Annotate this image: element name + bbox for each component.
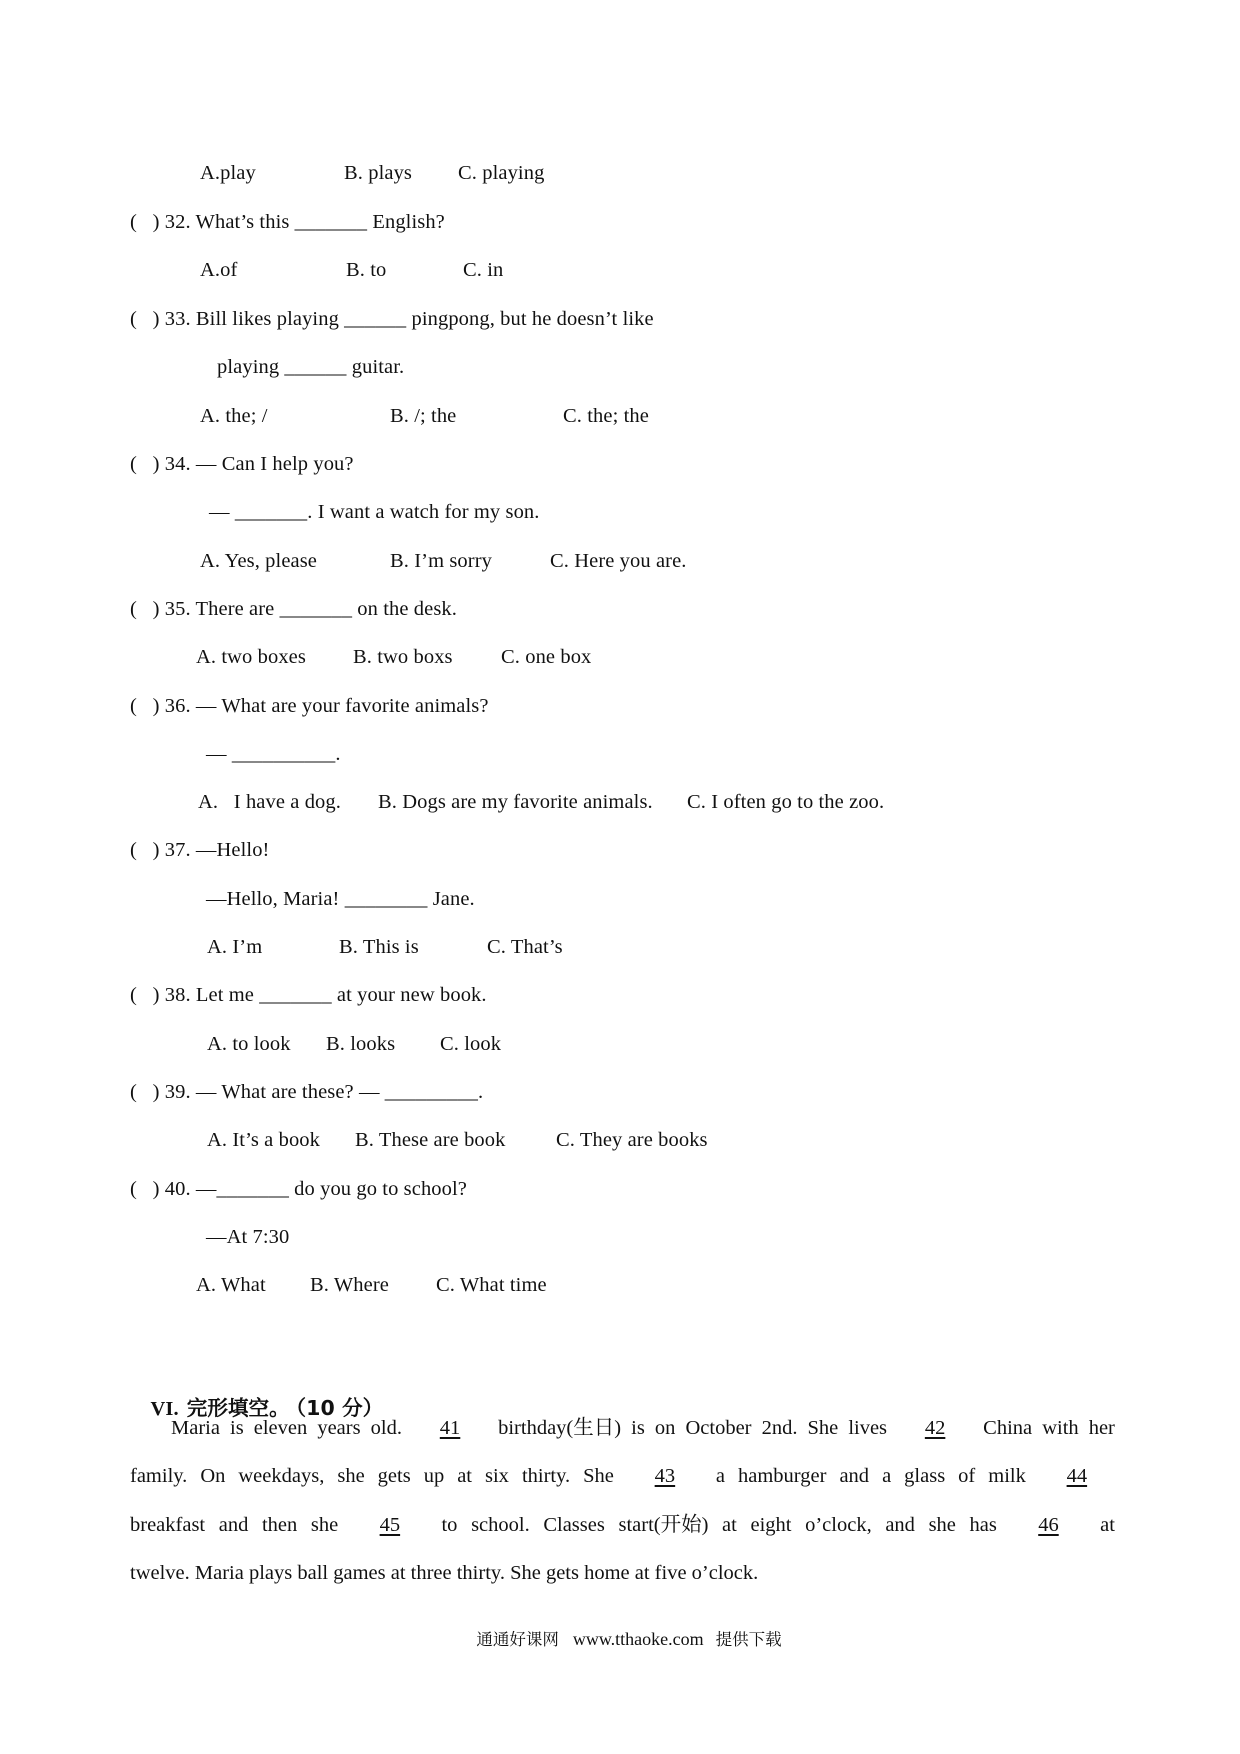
passage-word: old. — [370, 1417, 402, 1439]
q40-option-a: A. What — [196, 1274, 266, 1296]
q36-option-b: B. Dogs are my favorite animals. — [378, 791, 653, 813]
passage-word: and — [218, 1514, 249, 1536]
q33-option-c: C. the; the — [563, 405, 649, 427]
passage-word: start(开始) — [618, 1514, 709, 1536]
passage-word: on — [654, 1417, 676, 1439]
passage-word: October — [685, 1417, 752, 1439]
q35-stem: ( ) 35. There are _______ on the desk. — [130, 598, 457, 620]
q33-stem: ( ) 33. Bill likes playing ______ pingpong, but he doesn’t like — [130, 308, 654, 330]
passage-word: her — [1088, 1417, 1115, 1439]
q36-option-a: A. I have a dog. — [198, 791, 341, 813]
q34-reply: — _______. I want a watch for my son. — [209, 501, 540, 523]
passage-line-2 — [130, 1462, 1115, 1490]
q39-option-b: B. These are book — [355, 1129, 506, 1151]
passage-word: school. — [471, 1514, 530, 1536]
q39-option-a: A. It’s a book — [207, 1129, 320, 1151]
passage-word: she — [310, 1514, 339, 1536]
passage-word: at — [722, 1514, 737, 1536]
passage-word: family. — [130, 1465, 188, 1487]
passage-word: o’clock, — [805, 1514, 872, 1536]
q31-option-c: C. playing — [458, 162, 545, 184]
passage-word: weekdays, — [238, 1465, 325, 1487]
cloze-blank-45: 45 — [379, 1514, 401, 1536]
q37-option-b: B. This is — [339, 936, 419, 958]
passage-word: a — [882, 1465, 892, 1487]
q32-stem: ( ) 32. What’s this _______ English? — [130, 211, 445, 233]
q34-stem: ( ) 34. — Can I help you? — [130, 453, 354, 475]
passage-word: eleven — [253, 1417, 308, 1439]
page-footer — [0, 1600, 1240, 1679]
q39-option-c: C. They are books — [556, 1129, 708, 1151]
q39-stem: ( ) 39. — What are these? — _________. — [130, 1081, 484, 1103]
q40-stem: ( ) 40. —_______ do you go to school? — [130, 1178, 467, 1200]
q38-option-a: A. to look — [207, 1033, 291, 1055]
q34-option-c: C. Here you are. — [550, 550, 687, 572]
passage-word: Classes — [543, 1514, 605, 1536]
section-6-number: VI. — [150, 1398, 179, 1420]
q33-option-a: A. the; / — [200, 405, 268, 427]
q38-option-b: B. looks — [326, 1033, 396, 1055]
q33-option-b: B. /; the — [390, 405, 457, 427]
passage-word: China — [983, 1417, 1033, 1439]
passage-word: hamburger — [738, 1465, 827, 1487]
passage-word: to — [441, 1514, 458, 1536]
passage-word: with — [1042, 1417, 1079, 1439]
passage-line-1 — [171, 1414, 1115, 1442]
passage-word: years — [317, 1417, 361, 1439]
q34-option-b: B. I’m sorry — [390, 550, 492, 572]
passage-word: at — [1100, 1514, 1115, 1536]
passage-word: and — [839, 1465, 870, 1487]
q33-stem-cont: playing ______ guitar. — [217, 356, 405, 378]
cloze-blank-42: 42 — [924, 1417, 946, 1439]
q32-option-b: B. to — [346, 259, 387, 281]
passage-word: lives — [848, 1417, 888, 1439]
footer-url: www.tthaoke.com — [572, 1629, 704, 1649]
passage-word: She — [583, 1465, 614, 1487]
passage-word: then — [261, 1514, 298, 1536]
footer-provide: 提供下载 — [715, 1630, 782, 1649]
q35-option-b: B. two boxs — [353, 646, 453, 668]
passage-word: and — [885, 1514, 915, 1536]
passage-line-4-text: twelve. Maria plays ball games at three thirty. She gets home at five o’clock. — [130, 1562, 759, 1584]
passage-word: at — [457, 1465, 472, 1487]
q31-option-b: B. plays — [344, 162, 412, 184]
cloze-blank-46: 46 — [1038, 1514, 1059, 1536]
q32-option-a: A.of — [200, 259, 238, 281]
q37-stem: ( ) 37. —Hello! — [130, 839, 270, 861]
passage-word: thirty. — [521, 1465, 571, 1487]
q37-option-c: C. That’s — [487, 936, 563, 958]
passage-word: She — [807, 1417, 839, 1439]
cloze-blank-43: 43 — [654, 1465, 676, 1487]
passage-word: On — [200, 1465, 226, 1487]
footer-site-name: 通通好课网 — [476, 1630, 559, 1649]
q37-reply: —Hello, Maria! ________ Jane. — [206, 888, 475, 910]
passage-word: has — [969, 1514, 997, 1536]
passage-word: she — [337, 1465, 365, 1487]
q40-reply: —At 7:30 — [206, 1226, 290, 1248]
q40-option-b: B. Where — [310, 1274, 389, 1296]
cloze-blank-44: 44 — [1066, 1465, 1088, 1487]
q36-stem: ( ) 36. — What are your favorite animals? — [130, 695, 489, 717]
passage-line-3 — [130, 1511, 1115, 1539]
q32-option-c: C. in — [463, 259, 504, 281]
q35-option-c: C. one box — [501, 646, 592, 668]
q35-option-a: A. two boxes — [196, 646, 306, 668]
passage-word: a — [715, 1465, 726, 1487]
passage-word: gets — [377, 1465, 411, 1487]
q36-option-c: C. I often go to the zoo. — [687, 791, 885, 813]
passage-word: eight — [750, 1514, 792, 1536]
q40-option-c: C. What time — [436, 1274, 547, 1296]
q37-option-a: A. I’m — [207, 936, 263, 958]
q38-stem: ( ) 38. Let me _______ at your new book. — [130, 984, 487, 1006]
section-6-score: （10 分） — [295, 1396, 384, 1420]
passage-word: Maria — [171, 1417, 220, 1439]
q38-option-c: C. look — [440, 1033, 502, 1055]
passage-word: of — [958, 1465, 976, 1487]
passage-word: six — [485, 1465, 509, 1487]
passage-word: up — [423, 1465, 445, 1487]
passage-word: birthday(生日) — [498, 1417, 622, 1439]
passage-word: she — [928, 1514, 956, 1536]
passage-word: is — [631, 1417, 645, 1439]
passage-word: breakfast — [130, 1514, 206, 1536]
passage-word: 2nd. — [761, 1417, 798, 1439]
passage-word: is — [230, 1417, 244, 1439]
section-6-title: 完形填空。 — [186, 1396, 290, 1420]
q34-option-a: A. Yes, please — [200, 550, 317, 572]
passage-word: glass — [904, 1465, 946, 1487]
cloze-blank-41: 41 — [439, 1417, 461, 1439]
passage-line-4 — [130, 1559, 1115, 1587]
passage-word: milk — [988, 1465, 1026, 1487]
q36-reply: — __________. — [206, 743, 341, 765]
q31-option-a: A.play — [200, 162, 256, 184]
